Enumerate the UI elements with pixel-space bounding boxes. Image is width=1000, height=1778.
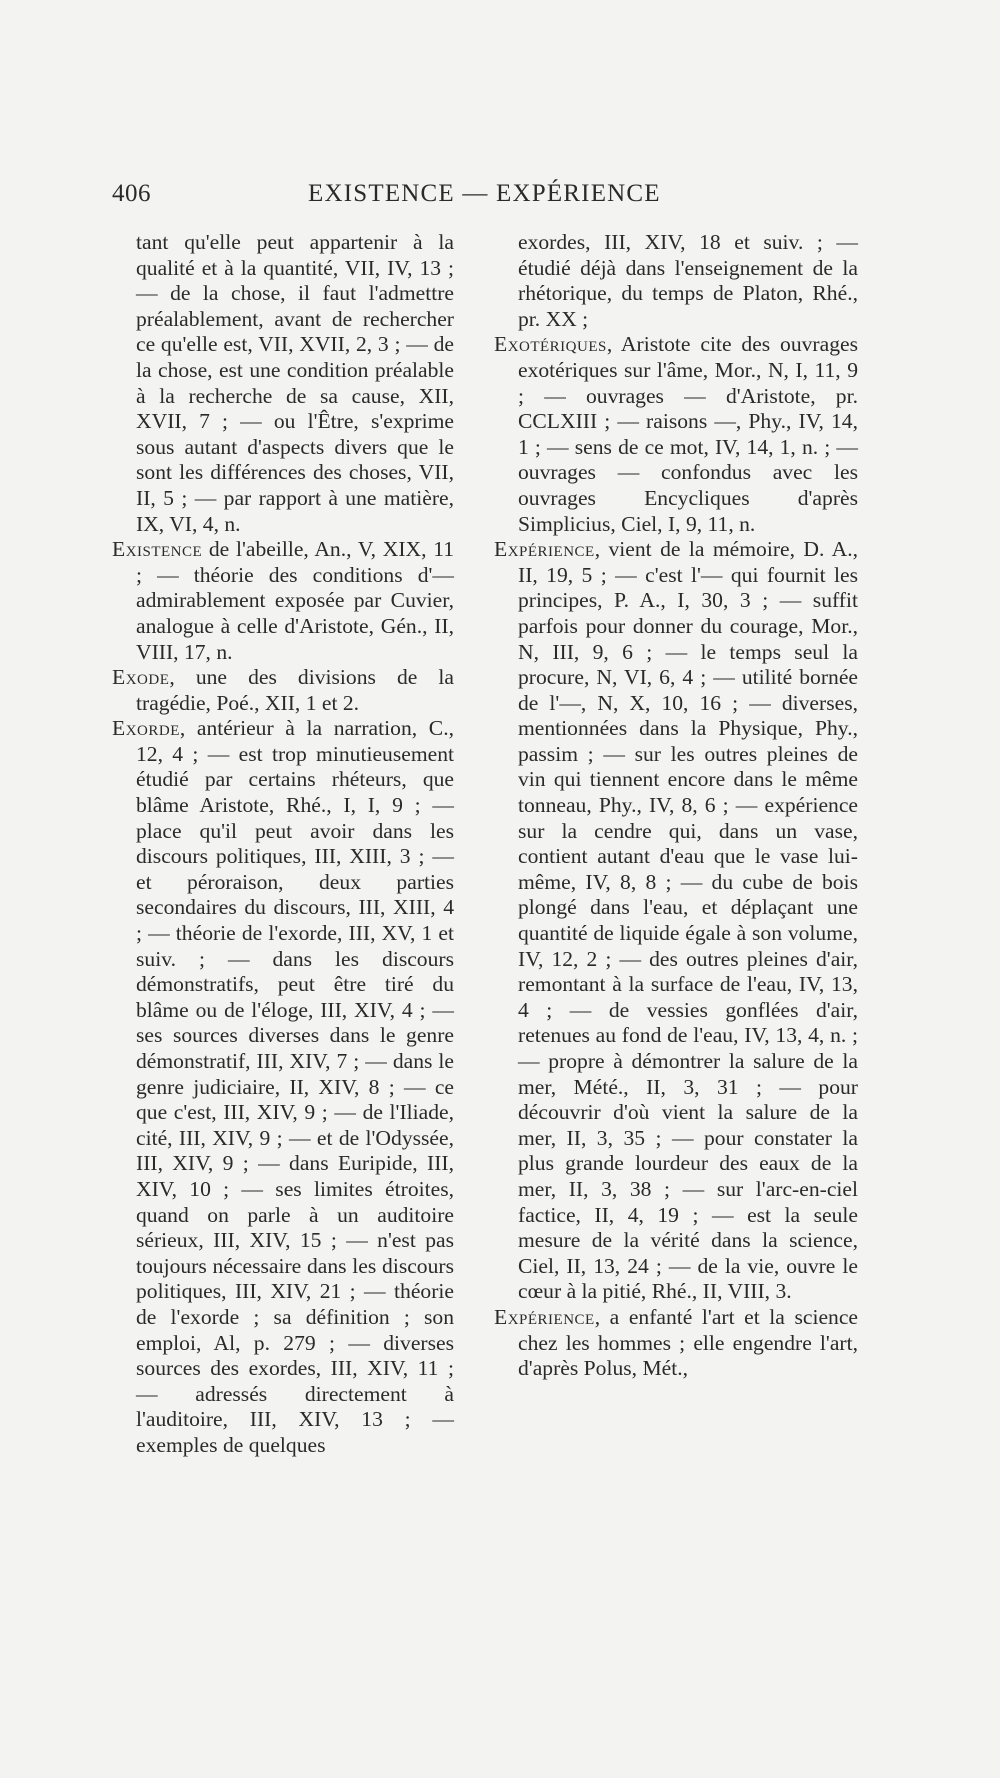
entry-exorde (112, 716, 454, 1458)
running-head: EXISTENCE — EXPÉRIENCE (308, 180, 661, 207)
entry-exode (112, 665, 454, 716)
entry-exorde-continued: exordes, III, XIV, 18 et suiv. ; — étudié déjà dans l'enseignement de la rhétorique, du temps de Platon, Rhé., pr. XX ; (518, 230, 858, 331)
entry-text: , Aristote cite des ouvrages exotériques sur l'âme, Mor., N, I, 11, 9 ; — ouvrages — d'Aristote, pr. CCLXIII ; — raisons —, Phy., IV, 14, 1 ; — sens de ce mot, IV, 14, 1, n. ; — ouvrages — confondus avec les ouvrages Encycliques d'après Simplicius, Ciel, I, 9, 11, n. (518, 332, 858, 536)
left-column (112, 230, 454, 1459)
page-number: 406 (112, 180, 151, 207)
entry-headword: Exotériques (494, 332, 607, 357)
entry-existence (112, 537, 454, 665)
entry-exoteriques (494, 332, 858, 537)
entry-headword: Expérience (494, 1304, 595, 1329)
entry-text: , une des divisions de la tragédie, Poé., XII, 1 et 2. (136, 665, 454, 715)
entry-headword: Exode (112, 665, 170, 690)
entry-headword: Exorde (112, 716, 180, 741)
entry-text: , a enfanté l'art et la science chez les hommes ; elle engendre l'art, d'après Polus, Mét., (518, 1304, 858, 1381)
entry-experience-1 (494, 537, 858, 1305)
entry-headword: Existence (112, 537, 203, 562)
entry-text: , antérieur à la narration, C., 12, 4 ; — est trop minutieusement étudié par certains rhéteurs, que blâme Aristote, Rhé., I, I, 9 ; — place qu'il peut avoir dans les discours politiques, III, XIII, 3 ; — et péroraison, deux parties secondaires du discours, III, XIII, 4 ; — théorie de l'exorde, III, XV, 1 et suiv. ; — dans les discours démonstratifs, peut être tiré du blâme ou de l'éloge, III, XIV, 4 ; — ses sources diverses dans le genre démonstratif, III, XIV, 7 ; — dans le genre judiciaire, II, XIV, 8 ; — ce que c'est, III, XIV, 9 ; — de l'Iliade, cité, III, XIV, 9 ; — et de l'Odyssée, III, XIV, 9 ; — dans Euripide, III, XIV, 10 ; — ses limites étroites, quand on parle à un auditoire sérieux, III, XIV, 15 ; — n'est pas toujours nécessaire dans les discours politiques, III, XIV, 21 ; — théorie de l'exorde ; sa définition ; son emploi, Al, p. 279 ; — diverses sources des exordes, III, XIV, 11 ; — adressés directement à l'auditoire, III, XIV, 13 ; — exemples de quelques (136, 716, 454, 1457)
entry-text: de l'abeille, An., V, XIX, 11 ; — théorie des conditions d'— admirablement exposée par Cuvier, analogue à celle d'Aristote, Gén., II, VIII, 17, n. (136, 537, 454, 664)
entry-experience-2 (494, 1305, 858, 1382)
entry-existence-continued: tant qu'elle peut appartenir à la qualité et à la quantité, VII, IV, 13 ; — de la chose, il faut l'admettre préalablement, avant de rechercher ce qu'elle est, VII, XVII, 2, 3 ; — de la chose, est une condition préalable à la recherche de sa cause, XII, XVII, 7 ; — ou l'Être, s'exprime sous autant d'aspects divers que le sont les différences des choses, VII, II, 5 ; — par rapport à une matière, IX, VI, 4, n. (136, 230, 454, 536)
entry-headword: Expérience (494, 537, 595, 562)
right-column (494, 230, 858, 1382)
entry-text: , vient de la mémoire, D. A., II, 19, 5 ; — c'est l'— qui fournit les principes, P. A., I, 30, 3 ; — suffit parfois pour donner du courage, Mor., N, III, 9, 6 ; — le temps seul la procure, N, VI, 6, 4 ; — utilité bornée de l'—, N, X, 10, 16 ; — diverses, mentionnées dans la Physique, Phy., passim ; — sur les outres pleines de vin qui tiennent encore dans le même tonneau, Phy., IV, 8, 6 ; — expérience sur la cendre qui, dans un vase, contient autant d'eau que le vase lui-même, IV, 8, 8 ; — du cube de bois plongé dans l'eau, et déplaçant une quantité de liquide égale à son volume, IV, 12, 2 ; — des outres pleines d'air, remontant à la surface de l'eau, IV, 13, 4 ; — de vessies gonflées d'air, retenues au fond de l'eau, IV, 13, 4, n. ; — propre à démontrer la salure de la mer, Mété., II, 3, 31 ; — pour découvrir d'où vient la salure de la mer, II, 3, 35 ; — pour constater la plus grande lourdeur des eaux de la mer, II, 3, 38 ; — sur l'arc-en-ciel factice, II, 4, 19 ; — est la seule mesure de la vérité dans la science, Ciel, II, 13, 24 ; — de la vie, ouvre le cœur à la pitié, Rhé., II, VIII, 3. (518, 537, 858, 1304)
